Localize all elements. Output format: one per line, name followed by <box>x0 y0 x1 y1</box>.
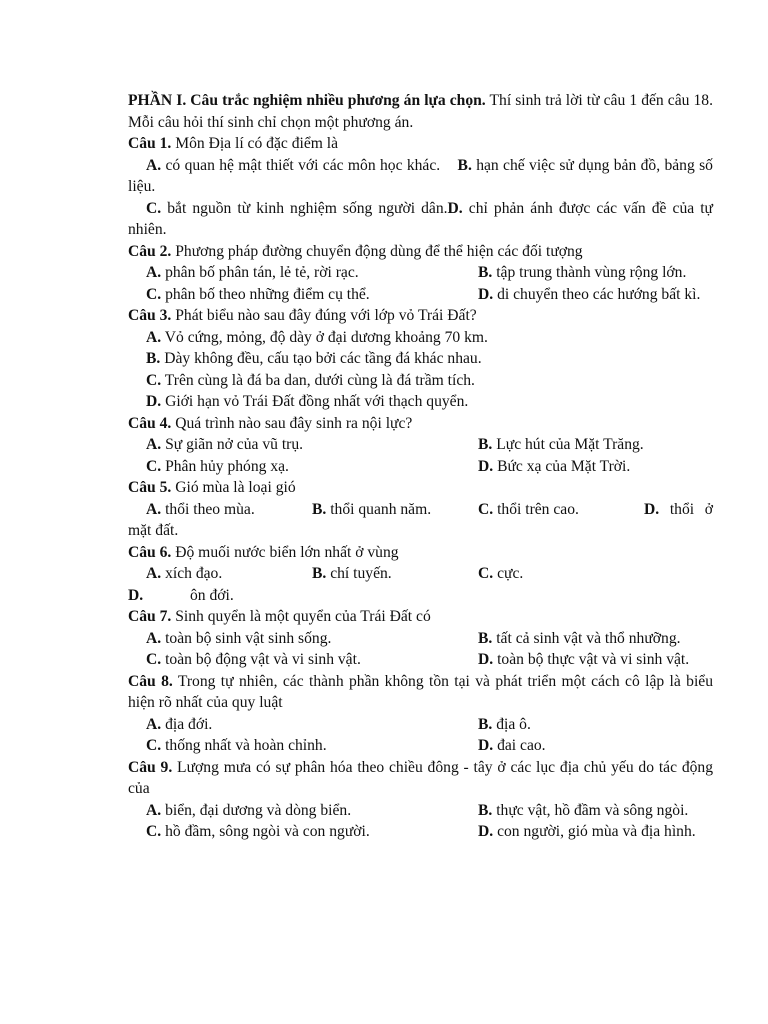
question-text: Độ muối nước biển lớn nhất ở vùng <box>171 543 399 561</box>
option-letter: B. <box>457 156 472 174</box>
q1-options-cd <box>128 198 713 241</box>
option-b[interactable]: Lực hút của Mặt Trăng. <box>496 436 644 453</box>
option-b[interactable]: tập trung thành vùng rộng lớn. <box>496 264 687 281</box>
question-3 <box>128 305 713 327</box>
option-d[interactable]: toàn bộ thực vật và vi sinh vật. <box>497 651 690 668</box>
question-8 <box>128 671 713 714</box>
question-9 <box>128 757 713 800</box>
part-header <box>128 90 713 133</box>
option-letter: A. <box>146 264 162 281</box>
question-5 <box>128 477 713 499</box>
question-label: Câu 3. <box>128 307 172 324</box>
q8-options-cd <box>128 735 713 757</box>
option-b[interactable]: hạn chế việc sử dụng bản đồ, bảng số liệu. <box>128 156 713 195</box>
question-label: Câu 2. <box>128 242 172 260</box>
question-text: Sinh quyển là một quyển của Trái Đất có <box>171 608 431 625</box>
option-d[interactable]: chỉ phản ánh được các vấn đề của tự nhiên. <box>128 199 714 238</box>
option-b[interactable]: chí tuyến. <box>330 565 392 582</box>
option-c[interactable]: toàn bộ động vật và vi sinh vật. <box>165 651 361 668</box>
question-text: Gió mùa là loại gió <box>171 479 296 496</box>
question-text: Quá trình nào sau đây sinh ra nội lực? <box>171 414 413 432</box>
option-a[interactable]: có quan hệ mật thiết với các môn học khác. <box>165 156 441 174</box>
question-text: Phát biểu nào sau đây đúng với lớp vỏ Trái Đất? <box>171 307 477 324</box>
option-a[interactable]: địa đới. <box>165 715 213 733</box>
q7-options-cd <box>128 649 713 671</box>
q3-option-a-row <box>128 327 713 349</box>
option-letter: B. <box>478 264 493 281</box>
option-letter: A. <box>146 156 162 174</box>
option-a[interactable]: Vỏ cứng, mỏng, độ dày ở đại dương khoảng 70 km. <box>164 328 488 346</box>
option-c[interactable]: thổi trên cao. <box>497 500 579 518</box>
option-letter: A. <box>146 629 162 647</box>
option-letter: D. <box>478 823 494 840</box>
q5-options <box>128 499 713 542</box>
option-c[interactable]: Trên cùng là đá ba dan, dưới cùng là đá trầm tích. <box>164 371 475 389</box>
option-letter: B. <box>478 629 493 647</box>
option-c[interactable]: bắt nguồn từ kinh nghiệm sống người dân. <box>167 199 448 217</box>
option-d[interactable]: Giới hạn vỏ Trái Đất đồng nhất với thạch quyển. <box>165 393 469 410</box>
question-label: Câu 6. <box>128 543 172 561</box>
option-d[interactable]: thổi ở mặt đất. <box>128 500 713 539</box>
question-label: Câu 4. <box>128 414 172 432</box>
option-letter: D. <box>478 651 494 668</box>
question-7 <box>128 606 713 628</box>
question-label: Câu 9. <box>128 758 173 776</box>
option-a[interactable]: Sự giãn nở của vũ trụ. <box>165 436 304 453</box>
option-a[interactable]: phân bố phân tán, lẻ tẻ, rời rạc. <box>165 264 359 281</box>
q3-option-b-row <box>128 348 713 370</box>
option-letter: A. <box>146 328 162 346</box>
option-letter: C. <box>146 285 162 303</box>
option-d[interactable]: Bức xạ của Mặt Trời. <box>497 457 631 475</box>
option-letter: A. <box>146 500 162 518</box>
option-d[interactable]: ôn đới. <box>189 586 234 604</box>
option-b[interactable]: thực vật, hồ đầm và sông ngòi. <box>496 801 689 819</box>
option-letter: C. <box>146 199 162 217</box>
option-b[interactable]: tất cả sinh vật và thổ nhưỡng. <box>496 629 681 647</box>
option-b[interactable]: thổi quanh năm. <box>330 500 432 518</box>
option-a[interactable]: toàn bộ sinh vật sinh sống. <box>165 629 332 647</box>
option-d[interactable]: di chuyển theo các hướng bất kì. <box>497 285 701 303</box>
option-letter: D. <box>128 586 144 604</box>
option-letter: B. <box>146 350 161 367</box>
option-c[interactable]: thống nhất và hoàn chỉnh. <box>165 737 327 754</box>
q2-options-cd <box>128 284 713 306</box>
option-a[interactable]: biển, đại dương và dòng biển. <box>165 801 352 819</box>
question-4 <box>128 413 713 435</box>
q2-options-ab <box>128 262 713 284</box>
part-intro: Thí sinh trả lời từ câu 1 đến câu 18. Mỗi câu hỏi thí sinh chỉ chọn một phương án. <box>128 92 713 131</box>
question-2 <box>128 241 713 263</box>
q4-options-ab <box>128 434 713 456</box>
option-letter: B. <box>312 500 327 518</box>
question-label: Câu 8. <box>128 672 173 690</box>
option-letter: C. <box>146 457 162 475</box>
option-letter: B. <box>478 715 493 733</box>
option-d[interactable]: đai cao. <box>497 737 546 754</box>
option-letter: C. <box>146 737 162 754</box>
option-letter: D. <box>478 737 494 754</box>
question-text: Trong tự nhiên, các thành phần không tồn tại và phát triển một cách cô lập là biểu hiện rõ nhất của quy luật <box>128 672 713 711</box>
option-letter: B. <box>312 565 327 582</box>
option-letter: C. <box>146 651 162 668</box>
option-letter: B. <box>478 801 493 819</box>
q1-options-ab <box>128 155 713 198</box>
q7-options-ab <box>128 628 713 650</box>
question-label: Câu 5. <box>128 479 172 496</box>
q8-options-ab <box>128 714 713 736</box>
option-letter: D. <box>447 199 463 217</box>
option-letter: A. <box>146 436 162 453</box>
q4-options-cd <box>128 456 713 478</box>
question-label: Câu 7. <box>128 608 172 625</box>
option-letter: D. <box>146 393 162 410</box>
option-letter: A. <box>146 801 162 819</box>
question-text: Phương pháp đường chuyển động dùng để thể hiện các đối tượng <box>171 242 583 260</box>
option-letter: A. <box>146 715 162 733</box>
option-c[interactable]: Phân hủy phóng xạ. <box>165 457 289 475</box>
option-d[interactable]: con người, gió mùa và địa hình. <box>497 823 696 840</box>
q9-options-cd <box>128 821 713 843</box>
option-letter: C. <box>146 823 162 840</box>
option-letter: C. <box>478 565 494 582</box>
option-letter: B. <box>478 436 493 453</box>
question-1 <box>128 133 713 155</box>
option-b[interactable]: Dày không đều, cấu tạo bởi các tầng đá khác nhau. <box>164 350 482 367</box>
question-label: Câu 1. <box>128 135 172 152</box>
option-b[interactable]: địa ô. <box>496 715 531 733</box>
option-letter: D. <box>478 457 494 475</box>
q6-options <box>128 563 713 606</box>
option-letter: C. <box>146 371 162 389</box>
question-text: Môn Địa lí có đặc điểm là <box>171 135 339 152</box>
q3-option-c-row <box>128 370 713 392</box>
q3-option-d-row <box>128 391 713 413</box>
exam-page <box>128 90 713 843</box>
option-a[interactable]: xích đạo. <box>165 565 223 582</box>
option-letter: D. <box>478 285 494 303</box>
part-title: PHẦN I. Câu trắc nghiệm nhiều phương án lựa chọn. <box>128 92 486 109</box>
question-text: Lượng mưa có sự phân hóa theo chiều đông - tây ở các lục địa chủ yếu do tác động của <box>128 758 714 797</box>
option-letter: C. <box>478 500 494 518</box>
question-6 <box>128 542 713 564</box>
q9-options-ab <box>128 800 713 822</box>
option-c[interactable]: cực. <box>497 565 524 582</box>
option-c[interactable]: hồ đầm, sông ngòi và con người. <box>165 823 370 840</box>
option-a[interactable]: thổi theo mùa. <box>165 500 255 518</box>
option-c[interactable]: phân bố theo những điểm cụ thể. <box>165 285 370 303</box>
option-letter: D. <box>644 500 660 518</box>
option-letter: A. <box>146 565 162 582</box>
